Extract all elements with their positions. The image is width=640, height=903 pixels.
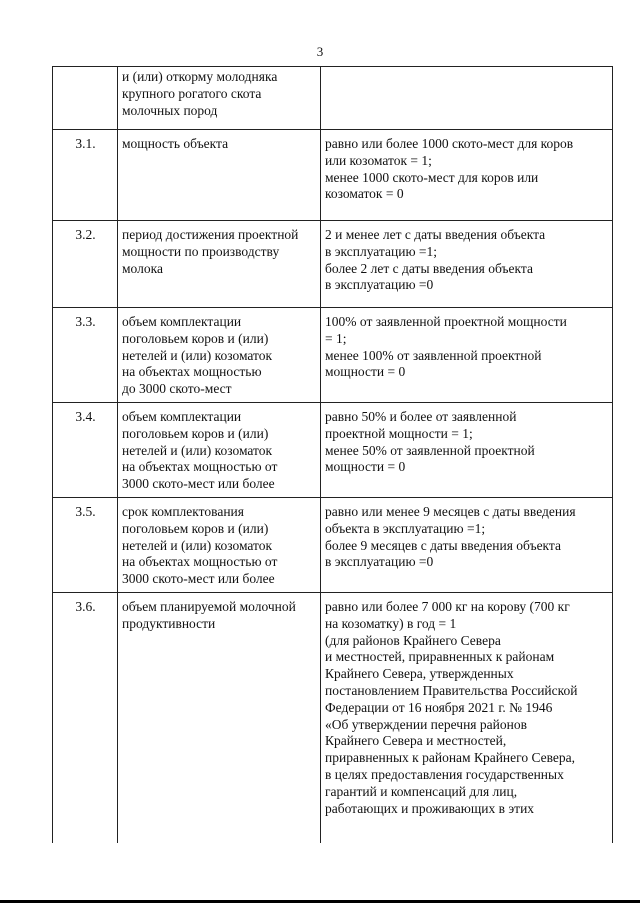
indicator-cell: срок комплектования поголовьем коров и (или) нетелей и (или) козоматок на объектах мощностью от 3000 ското-мест или более <box>118 497 321 592</box>
criteria-table <box>52 66 613 843</box>
indicator-cell: мощность объекта <box>118 130 321 221</box>
criterion-cell <box>321 67 613 130</box>
table-row <box>53 592 613 843</box>
row-number: 3.6. <box>53 592 118 843</box>
criterion-cell: равно или менее 9 месяцев с даты введения объекта в эксплуатацию =1; более 9 месяцев с даты введения объекта в эксплуатацию =0 <box>321 497 613 592</box>
criterion-cell: 100% от заявленной проектной мощности = 1; менее 100% от заявленной проектной мощности = 0 <box>321 308 613 403</box>
criterion-cell: равно или более 1000 ското-мест для коров или козоматок = 1; менее 1000 ското-мест для коров или козоматок = 0 <box>321 130 613 221</box>
table-row <box>53 221 613 308</box>
criterion-cell: равно 50% и более от заявленной проектной мощности = 1; менее 50% от заявленной проектной мощности = 0 <box>321 402 613 497</box>
table-row <box>53 402 613 497</box>
row-number: 3.2. <box>53 221 118 308</box>
row-number: 3.1. <box>53 130 118 221</box>
indicator-cell: период достижения проектной мощности по производству молока <box>118 221 321 308</box>
indicator-cell: объем комплектации поголовьем коров и (или) нетелей и (или) козоматок на объектах мощностью от 3000 ското-мест или более <box>118 402 321 497</box>
table-row <box>53 130 613 221</box>
indicator-cell: объем комплектации поголовьем коров и (или) нетелей и (или) козоматок на объектах мощностью до 3000 ското-мест <box>118 308 321 403</box>
indicator-cell: объем планируемой молочной продуктивности <box>118 592 321 843</box>
criterion-cell: 2 и менее лет с даты введения объекта в эксплуатацию =1; более 2 лет с даты введения объекта в эксплуатацию =0 <box>321 221 613 308</box>
table-row <box>53 497 613 592</box>
row-number <box>53 67 118 130</box>
row-number: 3.3. <box>53 308 118 403</box>
table-row <box>53 308 613 403</box>
row-number: 3.5. <box>53 497 118 592</box>
criterion-cell: равно или более 7 000 кг на корову (700 кг на козоматку) в год = 1 (для районов Крайнего Севера и местностей, приравненных к районам Крайнего Севера, утвержденных постановлением Правительства Российской Федерации от 16 ноября 2021 г. № 1946 «Об утверждении перечня районов Крайнего Севера и местностей, приравненных к районам Крайнего Севера, в целях предоставления государственных гарантий и компенсаций для лиц, работающих и проживающих в этих <box>321 592 613 843</box>
indicator-cell: и (или) откорму молодняка крупного рогатого скота молочных пород <box>118 67 321 130</box>
row-number: 3.4. <box>53 402 118 497</box>
page-number: 3 <box>316 44 324 59</box>
table-row <box>53 67 613 130</box>
